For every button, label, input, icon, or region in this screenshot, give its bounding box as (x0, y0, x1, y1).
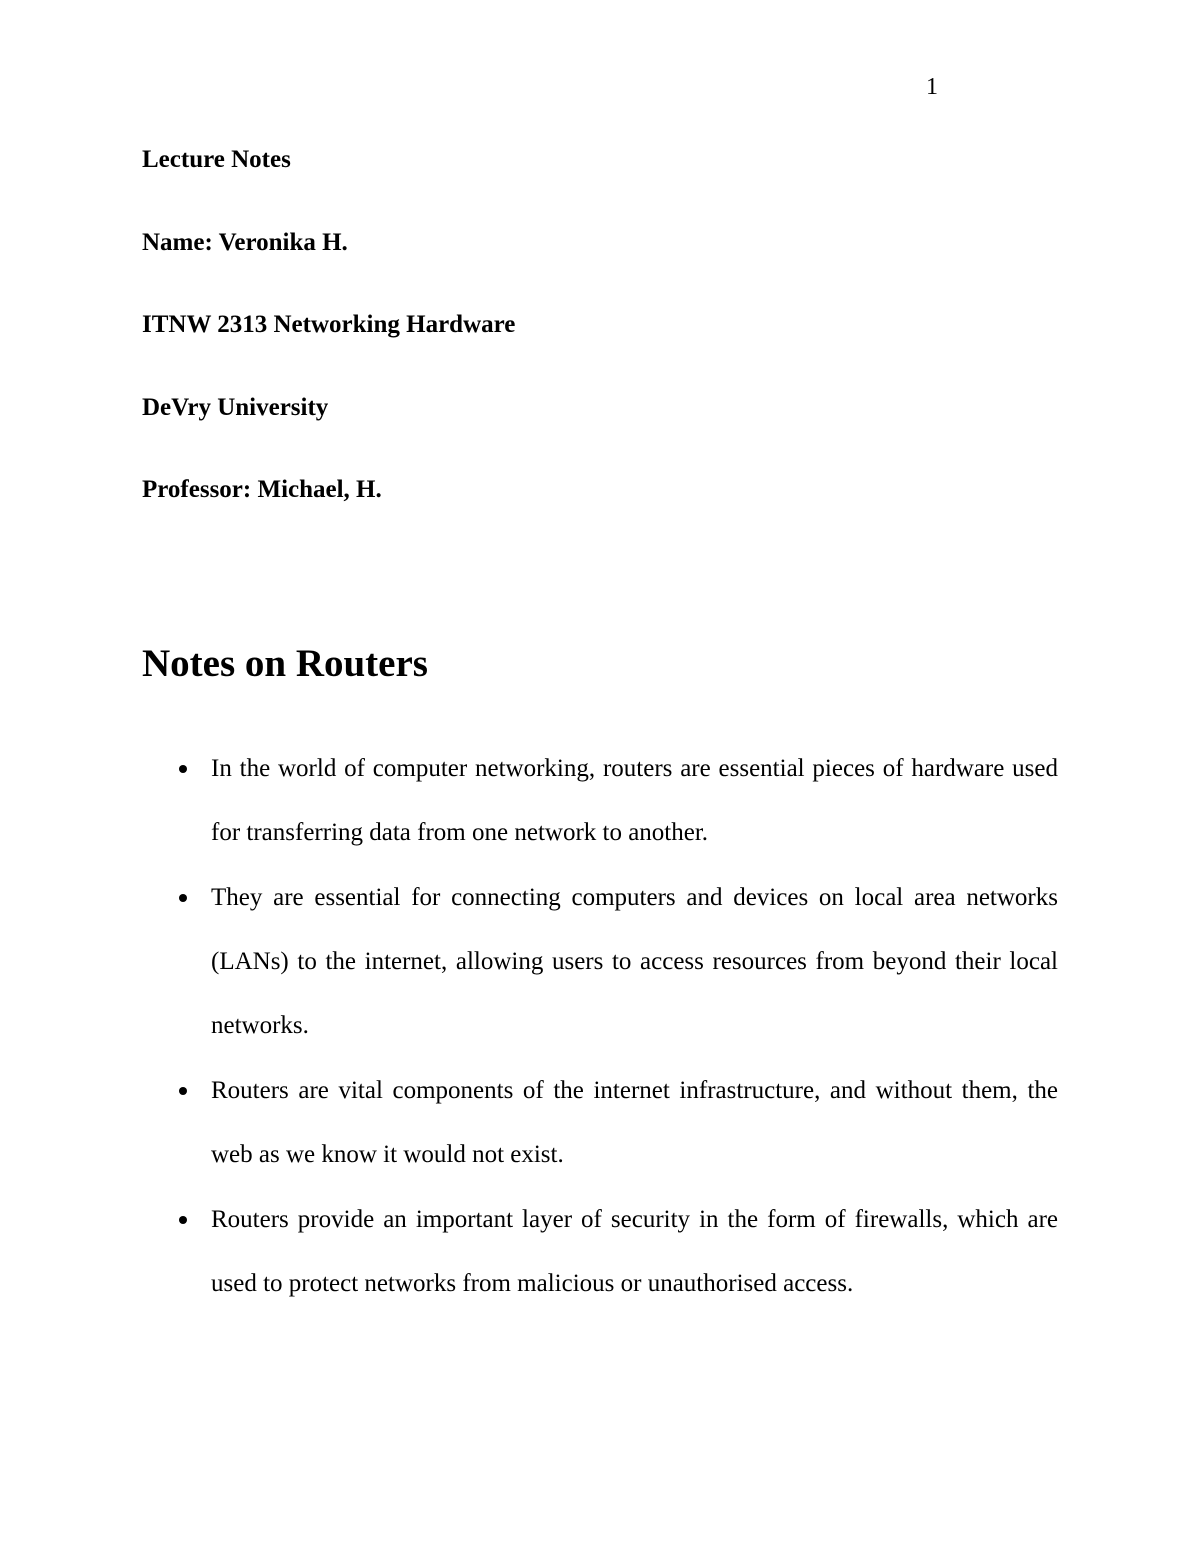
bullet-icon (179, 1216, 187, 1224)
list-item (142, 1188, 1058, 1316)
list-item (142, 866, 1058, 1058)
list-item (142, 1059, 1058, 1187)
section-title: Notes on Routers (142, 642, 428, 685)
document-type-heading: Lecture Notes (142, 146, 291, 173)
note-text: Routers are vital components of the internet infrastructure, and without them, the web as we know it would not exist. (211, 1077, 1058, 1168)
note-text: They are essential for connecting computers and devices on local area networks (LANs) to the internet, allowing users to access resources from beyond their local networks. (211, 884, 1058, 1039)
note-text: Routers provide an important layer of security in the form of firewalls, which are used to protect networks from malicious or unauthorised access. (211, 1206, 1058, 1297)
header-block (142, 145, 1062, 558)
bullet-icon (179, 1087, 187, 1095)
course-title: ITNW 2313 Networking Hardware (142, 311, 516, 338)
bullet-icon (179, 894, 187, 902)
page-number: 1 (926, 74, 938, 100)
professor-name: Professor: Michael, H. (142, 476, 382, 503)
notes-list (142, 737, 1058, 1317)
bullet-icon (179, 765, 187, 773)
list-item (142, 737, 1058, 865)
institution-name: DeVry University (142, 393, 329, 421)
student-name: Name: Veronika H. (142, 228, 348, 256)
note-text: In the world of computer networking, routers are essential pieces of hardware used for transferring data from one network to another. (211, 755, 1058, 846)
